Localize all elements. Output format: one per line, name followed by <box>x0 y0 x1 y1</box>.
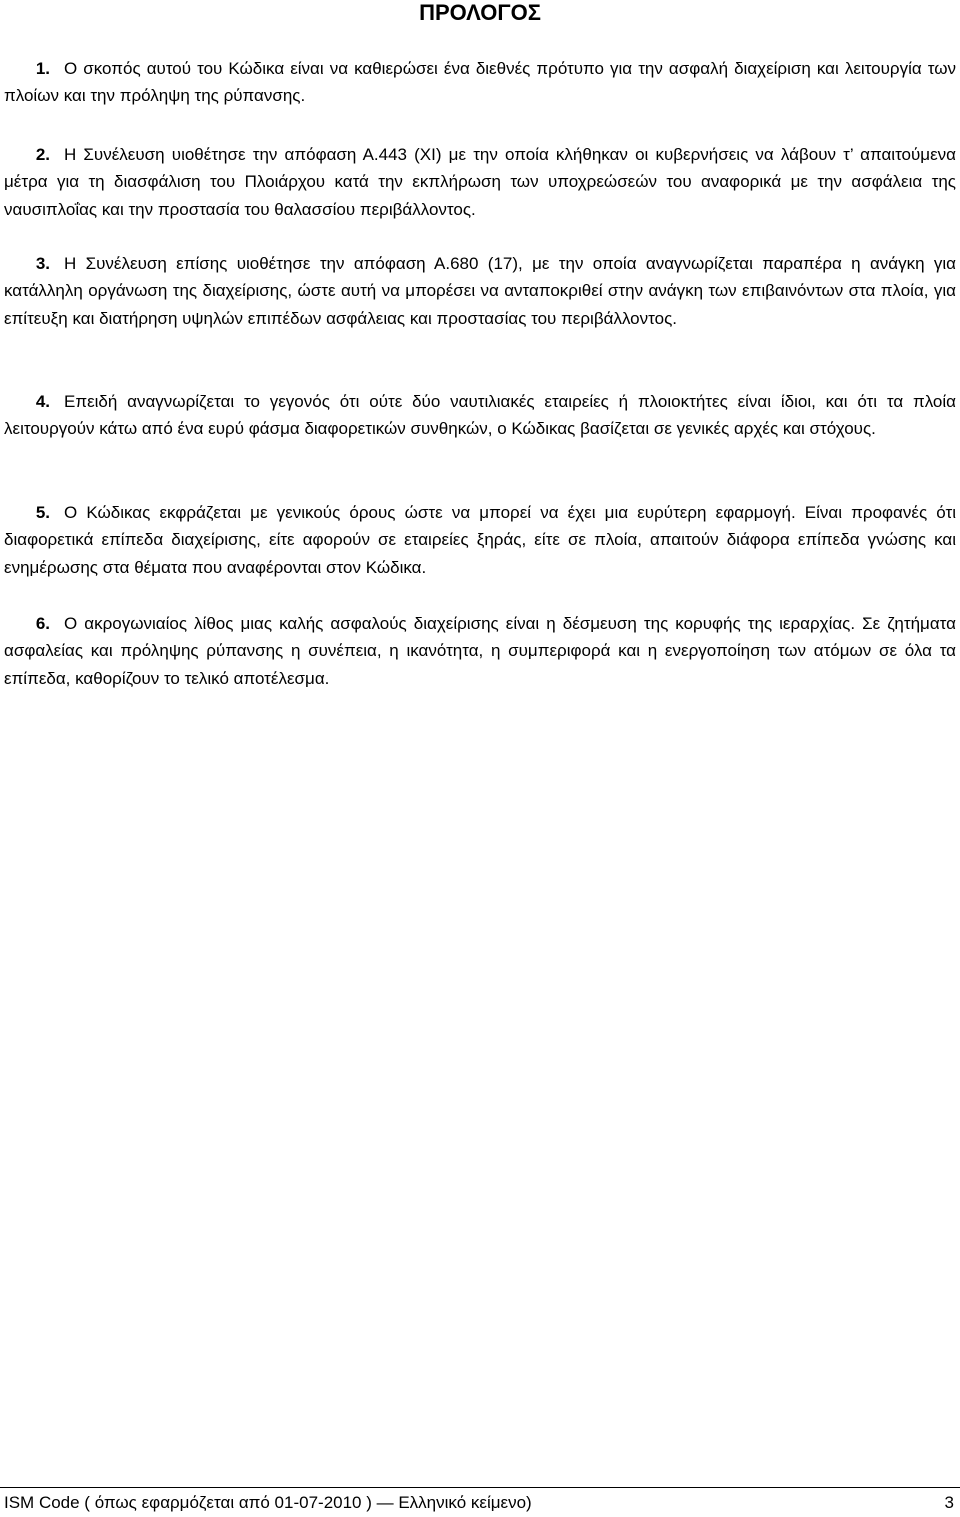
paragraph-4 <box>4 388 956 443</box>
page-number: 3 <box>944 1493 954 1512</box>
footer-source: ISM Code ( όπως εφαρμόζεται από 01-07-2010 ) — Ελληνικό κείμενο) <box>4 1493 532 1512</box>
paragraph-number: 1. <box>35 59 50 78</box>
paragraph-text: Η Συνέλευση υιοθέτησε την απόφαση Α.443 (XI) με την οποία κλήθηκαν οι κυβερνήσεις να λάβουν τ’ απαιτούμενα μέτρα για τη διασφάλιση του Πλοιάρχου κατά την εκπλήρωση των υποχρεώσεών του αναφορικά με την ασφάλεια της ναυσιπλοΐας και την προστασία του θαλασσίου περιβάλλοντος. <box>4 145 956 219</box>
paragraph-number: 5. <box>35 503 50 522</box>
paragraph-number: 3. <box>35 254 50 273</box>
paragraph-6 <box>4 610 956 692</box>
paragraph-text: Η Συνέλευση επίσης υιοθέτησε την απόφαση Α.680 (17), με την οποία αναγνωρίζεται παραπέρα η ανάγκη για κατάλληλη οργάνωση της διαχείρισης, ώστε αυτή να μπορέσει να ανταποκριθεί στην ανάγκη των επιβαινόντων στα πλοία, για επίτευξη και διατήρηση υψηλών επιπέδων ασφάλειας και προστασίας του περιβάλλοντος. <box>4 254 956 328</box>
paragraph-number: 4. <box>35 392 50 411</box>
paragraph-2 <box>4 141 956 223</box>
paragraph-text: Επειδή αναγνωρίζεται το γεγονός ότι ούτε δύο ναυτιλιακές εταιρείες ή πλοιοκτήτες είναι ίδιοι, και ότι τα πλοία λειτουργούν κάτω από ένα ευρύ φάσμα διαφορετικών συνθηκών, ο Κώδικας βασίζεται σε γενικές αρχές και στόχους. <box>4 392 956 439</box>
page-footer <box>4 1493 954 1515</box>
paragraph-5 <box>4 499 956 581</box>
page-title: ΠΡΟΛΟΓΟΣ <box>419 0 541 25</box>
footer-divider <box>0 1487 960 1488</box>
paragraph-number: 6. <box>35 614 50 633</box>
paragraph-text: Ο σκοπός αυτού του Κώδικα είναι να καθιερώσει ένα διεθνές πρότυπο για την ασφαλή διαχείριση και λειτουργία των πλοίων και την πρόληψη της ρύπανσης. <box>4 59 956 106</box>
paragraph-1 <box>4 55 956 110</box>
paragraph-text: Ο Κώδικας εκφράζεται με γενικούς όρους ώστε να μπορεί να έχει μια ευρύτερη εφαρμογή. Είναι προφανές ότι διαφορετικά επίπεδα διαχείρισης, είτε αφορούν σε εταιρείες ξηράς, είτε σε πλοία, απαιτούν διάφορα επίπεδα γνώσης και ενημέρωσης στα θέματα που αναφέρονται στον Κώδικα. <box>4 503 956 577</box>
paragraph-text: Ο ακρογωνιαίος λίθος μιας καλής ασφαλούς διαχείρισης είναι η δέσμευση της κορυφής της ιεραρχίας. Σε ζητήματα ασφαλείας και πρόληψης ρύπανσης η συνέπεια, η ικανότητα, η συμπεριφορά και η ενεργοποίηση των ατόμων σε όλα τα επίπεδα, καθορίζουν το τελικό αποτέλεσμα. <box>4 614 956 688</box>
paragraph-3 <box>4 250 956 332</box>
paragraph-number: 2. <box>35 145 50 164</box>
